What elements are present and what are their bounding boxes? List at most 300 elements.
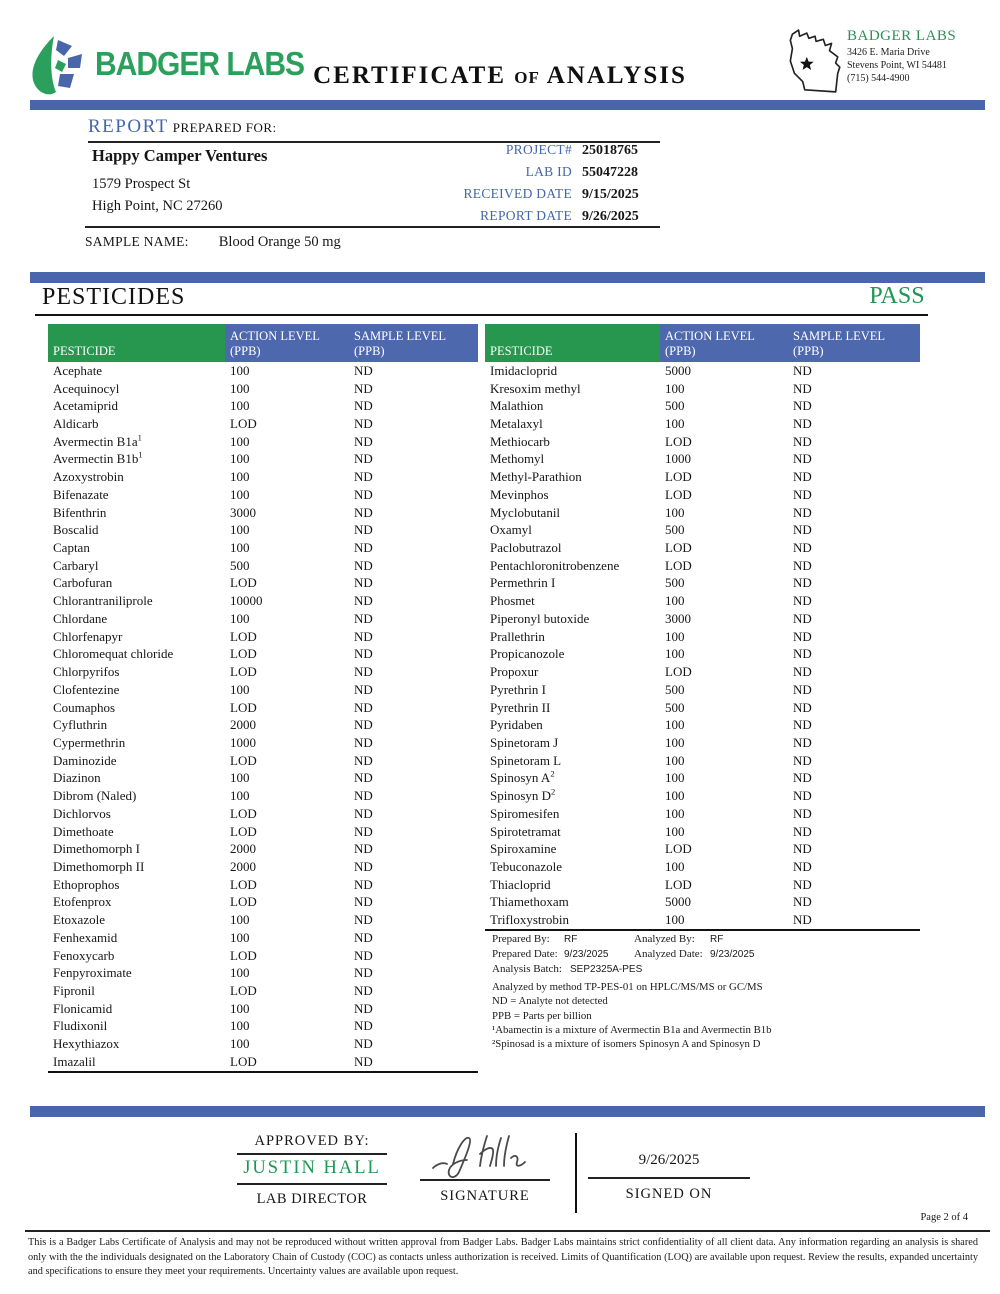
- pesticide-name: Spinetoram L: [490, 752, 562, 768]
- pesticide-row: [485, 451, 920, 469]
- action-level-value: LOD: [230, 876, 257, 892]
- pesticide-name: Thiamethoxam: [490, 894, 569, 910]
- action-level-value: LOD: [230, 947, 257, 963]
- prepared-analyzed-by-row: [492, 933, 937, 945]
- pesticide-name: Acephate: [53, 362, 103, 378]
- pesticide-name: Propoxur: [490, 664, 539, 680]
- sample-level-value: ND: [354, 681, 373, 697]
- action-level-value: 100: [230, 965, 250, 981]
- pesticide-row: [485, 433, 920, 451]
- analysis-batch-row: [492, 963, 937, 975]
- sample-level-value: ND: [793, 805, 812, 821]
- client-address-line2: High Point, NC 27260: [92, 198, 223, 215]
- pesticide-name: Phosmet: [490, 593, 535, 609]
- sample-level-value: ND: [793, 416, 812, 432]
- pesticide-row: [48, 486, 478, 504]
- pesticide-row: [485, 539, 920, 557]
- action-level-value: LOD: [230, 646, 257, 662]
- action-level-value: 100: [230, 486, 250, 502]
- sample-level-value: ND: [793, 646, 812, 662]
- sample-level-value: ND: [793, 593, 812, 609]
- action-level-value: LOD: [230, 416, 257, 432]
- section-underline: [35, 314, 928, 316]
- pesticide-name: Chlorpyrifos: [53, 664, 120, 680]
- action-level-value: 100: [230, 610, 250, 626]
- sample-level-value: ND: [354, 540, 373, 556]
- sample-level-value: ND: [354, 770, 373, 786]
- pesticide-name: Acequinocyl: [53, 380, 120, 396]
- report-meta: [358, 142, 660, 230]
- action-level-value: LOD: [230, 699, 257, 715]
- sample-level-value: ND: [793, 504, 812, 520]
- sample-level-value: ND: [354, 1036, 373, 1052]
- sample-level-value: ND: [354, 610, 373, 626]
- action-level-value: LOD: [665, 540, 692, 556]
- pesticide-row: [48, 1035, 478, 1053]
- approver-name: JUSTIN HALL: [237, 1155, 387, 1185]
- signed-on-label: SIGNED ON: [625, 1186, 713, 1202]
- approved-by-label: APPROVED BY:: [237, 1133, 387, 1155]
- pesticide-name: Malathion: [490, 398, 544, 414]
- pesticide-name: Chlordane: [53, 610, 108, 626]
- sample-level-value: ND: [354, 912, 373, 928]
- sample-level-value: ND: [354, 451, 373, 467]
- sample-name-label: SAMPLE NAME:: [85, 234, 189, 249]
- pesticide-name: Propicanozole: [490, 646, 565, 662]
- sample-level-value: ND: [793, 717, 812, 733]
- action-level-value: 100: [665, 734, 685, 750]
- sample-level-value: ND: [354, 380, 373, 396]
- action-level-value: 3000: [665, 610, 691, 626]
- project-value: 25018765: [582, 143, 638, 158]
- pesticide-row: [48, 858, 478, 876]
- lab-phone: (715) 544-4900: [847, 73, 910, 84]
- action-level-value: LOD: [230, 1053, 257, 1069]
- client-address-line1: 1579 Prospect St: [92, 175, 191, 192]
- sample-level-value: ND: [793, 699, 812, 715]
- sample-level-value: ND: [354, 664, 373, 680]
- sample-level-value: ND: [354, 823, 373, 839]
- signature-image: [420, 1124, 550, 1181]
- action-level-value: 100: [665, 805, 685, 821]
- lab-address-block: [784, 28, 956, 101]
- report-date-label: REPORT DATE: [480, 208, 572, 223]
- action-level-value: 1000: [230, 734, 256, 750]
- sample-level-value: ND: [354, 1000, 373, 1016]
- pesticide-name: Fludixonil: [53, 1018, 108, 1034]
- pesticide-row: [48, 433, 478, 451]
- pesticide-name: Pyrethrin II: [490, 699, 551, 715]
- sample-level-value: ND: [793, 681, 812, 697]
- action-level-value: 100: [230, 469, 250, 485]
- pesticide-name: Oxamyl: [490, 522, 532, 538]
- action-level-value: 100: [230, 380, 250, 396]
- pesticide-name: Diazinon: [53, 770, 101, 786]
- action-level-value: LOD: [665, 664, 692, 680]
- sample-level-value: ND: [354, 788, 373, 804]
- sample-level-value: ND: [354, 841, 373, 857]
- client-block: [92, 143, 267, 218]
- sample-level-value: ND: [354, 876, 373, 892]
- meta-row-report-date: [358, 208, 660, 225]
- sample-level-value: ND: [354, 398, 373, 414]
- sample-level-value: ND: [354, 894, 373, 910]
- section-title-pesticides: PESTICIDES: [42, 284, 186, 310]
- note-method: Analyzed by method TP-PES-01 on HPLC/MS/MS or GC/MS: [492, 981, 763, 993]
- pesticide-name: Spiroxamine: [490, 841, 557, 857]
- pesticide-name: Dibrom (Naled): [53, 788, 137, 804]
- pesticide-row: [48, 734, 478, 752]
- sample-level-value: ND: [354, 522, 373, 538]
- pesticide-row: [48, 716, 478, 734]
- sample-level-value: ND: [793, 823, 812, 839]
- sample-level-value: ND: [793, 362, 812, 378]
- pesticide-name: Hexythiazox: [53, 1036, 120, 1052]
- pesticide-row: [485, 840, 920, 858]
- action-level-value: LOD: [665, 876, 692, 892]
- action-level-value: 100: [665, 717, 685, 733]
- pesticide-row: [48, 397, 478, 415]
- page-title: CERTIFICATE OF ANALYSIS: [313, 62, 687, 89]
- pesticide-row: [48, 592, 478, 610]
- sample-level-value: ND: [793, 380, 812, 396]
- pesticide-row: [485, 894, 920, 912]
- pesticide-row: [485, 858, 920, 876]
- sample-name-row: [85, 226, 660, 251]
- pesticide-name: Pentachloronitrobenzene: [490, 557, 620, 573]
- action-level-value: 100: [230, 522, 250, 538]
- pesticide-name: Bifenazate: [53, 486, 109, 502]
- sample-level-value: ND: [354, 593, 373, 609]
- note-abamectin: ¹Abamectin is a mixture of Avermectin B1a and Avermectin B1b: [492, 1023, 772, 1036]
- action-level-value: 100: [230, 540, 250, 556]
- lab-id-value: 55047228: [582, 165, 638, 180]
- action-level-value: 100: [665, 823, 685, 839]
- sample-level-value: ND: [354, 628, 373, 644]
- sample-level-value: ND: [793, 752, 812, 768]
- pesticide-name: Fipronil: [53, 983, 95, 999]
- pesticide-row: [48, 752, 478, 770]
- pesticide-row: [485, 415, 920, 433]
- sample-level-value: ND: [354, 929, 373, 945]
- prepared-by-label: Prepared By:: [492, 933, 550, 945]
- pesticide-name: Mevinphos: [490, 486, 549, 502]
- action-level-value: LOD: [665, 433, 692, 449]
- signed-on-block: [588, 1124, 750, 1203]
- action-level-value: 100: [665, 912, 685, 928]
- pesticide-name: Etofenprox: [53, 894, 112, 910]
- sample-level-value: ND: [793, 575, 812, 591]
- pesticide-row: [485, 380, 920, 398]
- pesticide-name: Thiacloprid: [490, 876, 551, 892]
- action-level-value: 100: [665, 788, 685, 804]
- pesticide-row: [48, 876, 478, 894]
- action-level-value: LOD: [665, 486, 692, 502]
- pesticide-name: Methyl-Parathion: [490, 469, 582, 485]
- pesticide-row: [48, 805, 478, 823]
- pesticide-row: [485, 397, 920, 415]
- meta-row-project: [358, 142, 660, 159]
- pesticide-row: [485, 521, 920, 539]
- pesticide-name: Avermectin $B1a^1$: [53, 433, 142, 449]
- pesticide-row: [485, 699, 920, 717]
- sample-level-value: ND: [354, 805, 373, 821]
- pesticide-name: Fenhexamid: [53, 929, 118, 945]
- action-level-value: 10000: [230, 593, 263, 609]
- action-level-value: 100: [230, 788, 250, 804]
- pesticide-row: [485, 787, 920, 805]
- meta-row-lab-id: [358, 164, 660, 181]
- pesticide-name: Spinosyn $D^2$: [490, 788, 556, 804]
- approval-vertical-divider: [575, 1133, 577, 1213]
- sample-level-value: ND: [354, 983, 373, 999]
- received-date-label: RECEIVED DATE: [463, 186, 572, 201]
- column-header-action-level: ACTION LEVEL (PPB): [660, 324, 788, 362]
- pesticide-row: [48, 911, 478, 929]
- action-level-value: 100: [230, 1018, 250, 1034]
- action-level-value: 100: [665, 752, 685, 768]
- pesticide-row: [48, 539, 478, 557]
- pesticide-name: Dimethoate: [53, 823, 114, 839]
- approval-block: [237, 1133, 387, 1208]
- sample-level-value: ND: [354, 858, 373, 874]
- pesticide-name: Cypermethrin: [53, 734, 126, 750]
- analyzed-date-value: 9/23/2025: [710, 949, 755, 960]
- report-date-value: 9/26/2025: [582, 209, 639, 224]
- pesticide-name: Etoxazole: [53, 912, 105, 928]
- pesticide-name: Daminozide: [53, 752, 117, 768]
- pesticide-row: [48, 1000, 478, 1018]
- pesticide-row: [485, 823, 920, 841]
- action-level-value: 100: [230, 770, 250, 786]
- pesticide-row: [48, 929, 478, 947]
- action-level-value: 5000: [665, 894, 691, 910]
- sample-level-value: ND: [354, 504, 373, 520]
- pesticide-row: [48, 468, 478, 486]
- analyzed-date-label: Analyzed Date:: [634, 948, 703, 960]
- footer-divider: [25, 1230, 990, 1232]
- pesticide-name: Kresoxim methyl: [490, 380, 581, 396]
- action-level-value: 100: [230, 912, 250, 928]
- pesticide-row: [48, 681, 478, 699]
- pesticide-row: [48, 1053, 478, 1071]
- report-heading: [88, 116, 660, 143]
- pesticide-name: Methiocarb: [490, 433, 550, 449]
- pesticide-name: Spinosyn $A^2$: [490, 770, 555, 786]
- pesticide-row: [48, 947, 478, 965]
- action-level-value: LOD: [230, 805, 257, 821]
- action-level-value: 100: [230, 451, 250, 467]
- sample-level-value: ND: [354, 734, 373, 750]
- action-level-value: 100: [230, 398, 250, 414]
- pesticide-name: Trifloxystrobin: [490, 912, 569, 928]
- pesticide-row: [48, 451, 478, 469]
- pesticide-name: Dichlorvos: [53, 805, 111, 821]
- action-level-value: 500: [665, 575, 685, 591]
- sample-level-value: ND: [354, 575, 373, 591]
- pesticide-row: [485, 610, 920, 628]
- sample-level-value: ND: [354, 646, 373, 662]
- pesticide-name: Pyrethrin I: [490, 681, 546, 697]
- action-level-value: LOD: [230, 894, 257, 910]
- pesticide-row: [48, 610, 478, 628]
- sample-level-value: ND: [354, 1018, 373, 1034]
- pesticide-row: [48, 415, 478, 433]
- action-level-value: 2000: [230, 841, 256, 857]
- pesticide-name: Imidacloprid: [490, 362, 558, 378]
- sample-level-value: ND: [793, 876, 812, 892]
- pesticide-row: [485, 663, 920, 681]
- prepared-by-value: RF: [564, 934, 578, 945]
- column-header-pesticide: PESTICIDE: [48, 324, 225, 362]
- report-label: REPORT: [88, 116, 169, 137]
- pesticide-name: Cyfluthrin: [53, 717, 108, 733]
- sample-level-value: ND: [793, 469, 812, 485]
- action-level-value: 100: [665, 504, 685, 520]
- divider-bar-top: [30, 100, 985, 110]
- action-level-value: LOD: [665, 841, 692, 857]
- pesticide-row: [485, 876, 920, 894]
- pesticide-row: [485, 592, 920, 610]
- pesticide-row: [48, 575, 478, 593]
- pesticide-name: Bifenthrin: [53, 504, 107, 520]
- action-level-value: 100: [665, 380, 685, 396]
- pesticide-name: Spinetoram J: [490, 734, 559, 750]
- pesticide-name: Clofentezine: [53, 681, 120, 697]
- table-body-left: [48, 362, 478, 1071]
- pesticide-name: Pyridaben: [490, 717, 543, 733]
- analyzed-by-value: RF: [710, 934, 724, 945]
- divider-bar-bottom: [30, 1106, 985, 1117]
- action-level-value: 3000: [230, 504, 256, 520]
- sample-level-value: ND: [793, 540, 812, 556]
- pesticide-name: Fenpyroximate: [53, 965, 132, 981]
- pesticide-name: Chlorfenapyr: [53, 628, 123, 644]
- table-header-right: [485, 324, 920, 362]
- sample-level-value: ND: [793, 912, 812, 928]
- action-level-value: 100: [230, 1000, 250, 1016]
- pesticide-name: Spiromesifen: [490, 805, 560, 821]
- pesticide-name: Coumaphos: [53, 699, 116, 715]
- lab-name: BADGER LABS: [847, 28, 957, 44]
- lab-address-line1: 3426 E. Maria Drive: [847, 47, 930, 58]
- pesticide-name: Dimethomorph II: [53, 858, 145, 874]
- sample-level-value: ND: [793, 664, 812, 680]
- sample-level-value: ND: [793, 894, 812, 910]
- action-level-value: LOD: [230, 752, 257, 768]
- analysis-details: [492, 933, 937, 1051]
- pesticide-row: [485, 557, 920, 575]
- logo-wordmark: BADGER LABS: [95, 45, 305, 83]
- pesticide-row: [48, 663, 478, 681]
- pesticide-row: [48, 1018, 478, 1036]
- pesticide-name: Imazalil: [53, 1053, 96, 1069]
- pesticide-row: [48, 521, 478, 539]
- pesticide-name: Avermectin $B1b^1$: [53, 451, 143, 467]
- sample-level-value: ND: [793, 398, 812, 414]
- pesticide-table-left: [48, 324, 478, 1073]
- pesticide-row: [48, 504, 478, 522]
- pesticide-name: Tebuconazole: [490, 858, 562, 874]
- action-level-value: 100: [665, 628, 685, 644]
- lab-address-line2: Stevens Point, WI 54481: [847, 60, 947, 71]
- sample-level-value: ND: [793, 770, 812, 786]
- action-level-value: 100: [230, 362, 250, 378]
- pesticide-name: Myclobutanil: [490, 504, 561, 520]
- analysis-batch-value: SEP2325A-PES: [570, 964, 643, 975]
- action-level-value: 100: [665, 416, 685, 432]
- signed-on-date: 9/26/2025: [588, 1124, 750, 1179]
- method-notes: [492, 980, 937, 1051]
- sample-level-value: ND: [793, 451, 812, 467]
- action-level-value: LOD: [230, 628, 257, 644]
- sample-level-value: ND: [793, 610, 812, 626]
- pesticide-row: [48, 362, 478, 380]
- pesticide-row: [48, 646, 478, 664]
- sample-level-value: ND: [793, 433, 812, 449]
- pesticide-name: Fenoxycarb: [53, 947, 115, 963]
- table-header-left: [48, 324, 478, 362]
- column-header-pesticide: PESTICIDE: [485, 324, 660, 362]
- action-level-value: 500: [665, 681, 685, 697]
- pesticide-row: [48, 964, 478, 982]
- sample-level-value: ND: [793, 557, 812, 573]
- action-level-value: LOD: [230, 664, 257, 680]
- action-level-value: 500: [665, 699, 685, 715]
- pesticide-row: [485, 628, 920, 646]
- pesticide-name: Ethoprophos: [53, 876, 120, 892]
- prepared-for-label: PREPARED FOR:: [172, 120, 277, 135]
- pesticide-row: [485, 646, 920, 664]
- pesticide-name: Carbofuran: [53, 575, 113, 591]
- sample-level-value: ND: [354, 433, 373, 449]
- action-level-value: 100: [230, 433, 250, 449]
- pesticide-row: [485, 805, 920, 823]
- badger-labs-logo: [28, 34, 304, 96]
- column-header-sample-level: SAMPLE LEVEL (PPB): [788, 324, 920, 362]
- action-level-value: 100: [230, 681, 250, 697]
- sample-level-value: ND: [793, 628, 812, 644]
- pesticide-row: [485, 362, 920, 380]
- prepared-date-label: Prepared Date:: [492, 948, 558, 960]
- action-level-value: 5000: [665, 362, 691, 378]
- leaf-icon: [28, 34, 86, 96]
- sample-level-value: ND: [354, 717, 373, 733]
- sample-level-value: ND: [354, 416, 373, 432]
- sample-level-value: ND: [793, 788, 812, 804]
- pesticide-name: Spirotetramat: [490, 823, 561, 839]
- pesticide-row: [48, 699, 478, 717]
- pesticide-name: Dimethomorph I: [53, 841, 141, 857]
- pesticide-name: Aldicarb: [53, 416, 99, 432]
- action-level-value: 500: [665, 522, 685, 538]
- note-spinosad: ²Spinosad is a mixture of isomers Spinosyn A and Spinosyn D: [492, 1038, 761, 1050]
- sample-level-value: ND: [354, 947, 373, 963]
- column-header-action-level: ACTION LEVEL (PPB): [225, 324, 349, 362]
- pesticide-name: Carbaryl: [53, 557, 99, 573]
- pesticide-row: [485, 734, 920, 752]
- signature-block: [420, 1124, 550, 1205]
- action-level-value: 100: [665, 770, 685, 786]
- pesticide-name: Acetamiprid: [53, 398, 118, 414]
- pesticide-row: [48, 380, 478, 398]
- divider-bar-section: [30, 272, 985, 283]
- sample-level-value: ND: [354, 469, 373, 485]
- pesticide-row: [48, 894, 478, 912]
- prepared-analyzed-date-row: [492, 948, 937, 960]
- wisconsin-state-icon: [784, 28, 842, 101]
- pesticide-name: Azoxystrobin: [53, 469, 124, 485]
